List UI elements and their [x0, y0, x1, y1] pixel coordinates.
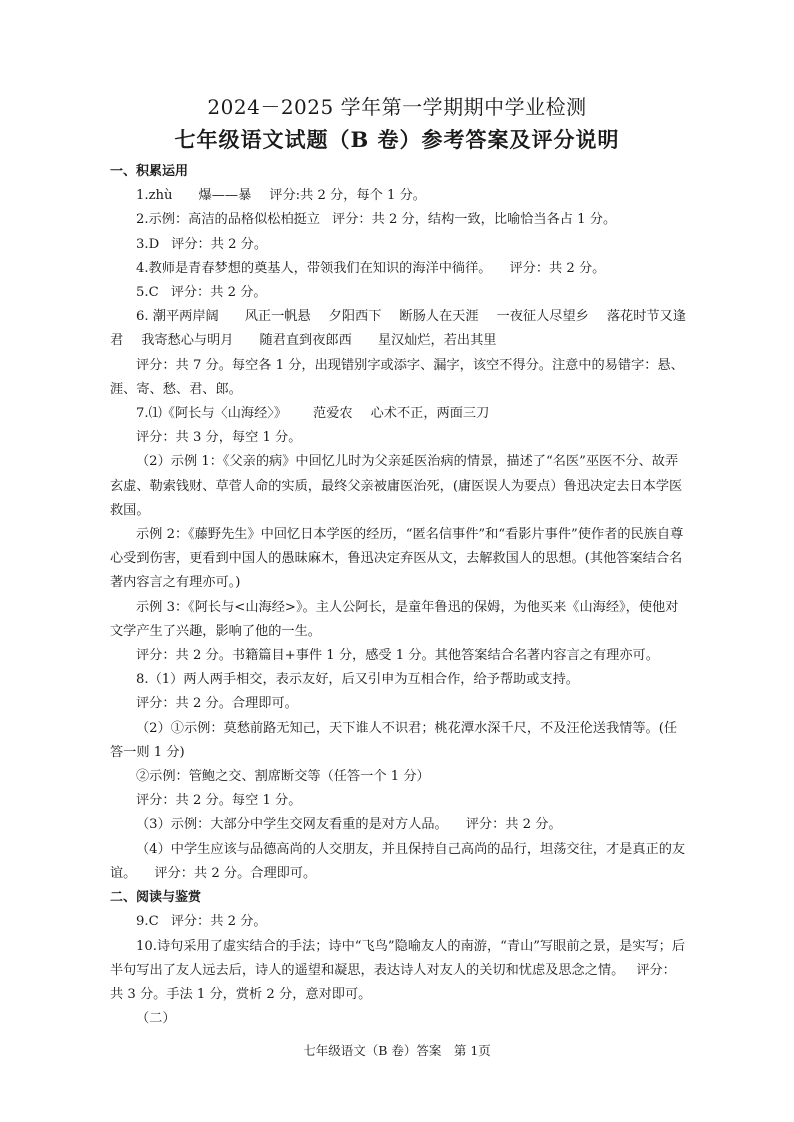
- score-q6: 评分：共 7 分。每空各 1 分，出现错别字或添字、漏字，该空不得分。注意中的易错字：悬、涯、寄、愁、君、郎。: [110, 357, 684, 397]
- answer-q8-2b: ②示例：管鲍之交、割席断交等（任答一个 1 分）: [136, 769, 430, 785]
- page-title: 2024－2025 学年第一学期期中学业检测: [207, 95, 587, 119]
- score-q7-1: 评分：共 3 分，每空 1 分。: [136, 430, 302, 446]
- answer-q7-example-1: （2）示例 1：《父亲的病》中回忆儿时为父亲延医治病的情景，描述了“名医”巫医不分、故弄玄虚、勒索钱财、草菅人命的实质，最终父亲被庸医治死，(庸医误人为要点）鲁迅决定去日本学医救国。: [110, 454, 683, 518]
- answer-q3: 3.D 评分：共 2 分。: [136, 236, 268, 252]
- page-subtitle: 七年级语文试题（B 卷）参考答案及评分说明: [174, 127, 620, 152]
- answer-q8-4: （4）中学生应该与品德高尚的人交朋友，并且保持自己高尚的品行，坦荡交往，才是真正的友谊。 评分：共 2 分。合理即可。: [110, 841, 686, 881]
- section-heading-2: 二、阅读与鉴赏: [110, 890, 202, 906]
- answer-q8-1: 8.（1）两人两手相交，表示友好，后又引申为互相合作，给予帮助或支持。: [136, 672, 579, 688]
- answer-body: [110, 160, 688, 1031]
- answer-q7-example-3: 示例 3：《阿长与<山海经>》。主人公阿长，是童年鲁迅的保姆，为他买来《山海经》，使他对文学产生了兴趣，影响了他的一生。: [110, 599, 679, 639]
- answer-q9: 9.C 评分：共 2 分。: [136, 914, 267, 930]
- subsection-2: （二）: [136, 1011, 176, 1027]
- answer-q10: 10.诗句采用了虚实结合的手法；诗中“飞鸟”隐喻友人的南游，“青山”写眼前之景，是实写；后半句写出了友人远去后，诗人的遥望和凝思，表达诗人对友人的关切和忧虑及思念之情。 评分：共 3 分。手法 1 分，赏析 2 分，意对即可。: [110, 938, 686, 1002]
- answer-q2: 2.示例：高洁的品格似松柏挺立 评分：共 2 分，结构一致，比喻恰当各占 1 分。: [136, 212, 617, 228]
- section-heading-1: 一、积累运用: [110, 164, 189, 179]
- answer-q5: 5.C 评分：共 2 分。: [136, 285, 267, 301]
- answer-q6: 6. 潮平两岸阔 风正一帆悬 夕阳西下 断肠人在天涯 一夜征人尽望乡 落花时节又逢君 我寄愁心与明月 随君直到夜郎西 星汉灿烂，若出其里: [110, 309, 686, 349]
- answer-q8-3: （3）示例：大部分中学生交网友看重的是对方人品。 评分：共 2 分。: [136, 817, 562, 833]
- answer-q8-2: （2）①示例：莫愁前路无知己，天下谁人不识君；桃花潭水深千尺，不及汪伦送我情等。(任答一则 1 分): [110, 720, 678, 760]
- score-q8-2: 评分：共 2 分。每空 1 分。: [136, 793, 302, 809]
- answer-q7-example-2: 示例 2：《藤野先生》中回忆日本学医的经历，“匿名信事件”和“看影片事件”使作者的民族自尊心受到伤害，更看到中国人的愚昧麻木，鲁迅决定弃医从文，去解救国人的思想。(其他答案结合名著内容言之有理亦可。): [110, 527, 684, 591]
- page-footer: 七年级语文（B 卷）答案 第 1页: [303, 1043, 491, 1058]
- answer-q1: 1.zhù 爆——暴 评分:共 2 分，每个 1 分。: [136, 188, 426, 204]
- score-q8-1: 评分：共 2 分。合理即可。: [136, 696, 298, 712]
- score-q7-2: 评分：共 2 分。书籍篇目+事件 1 分，感受 1 分。其他答案结合名著内容言之有理亦可。: [136, 648, 659, 664]
- answer-q4: 4.教师是青春梦想的奠基人，带领我们在知识的海洋中徜徉。 评分：共 2 分。: [136, 260, 606, 276]
- answer-q7-1: 7.⑴《阿长与〈山海经〉》 范爱农 心术不正，两面三刀: [136, 406, 490, 422]
